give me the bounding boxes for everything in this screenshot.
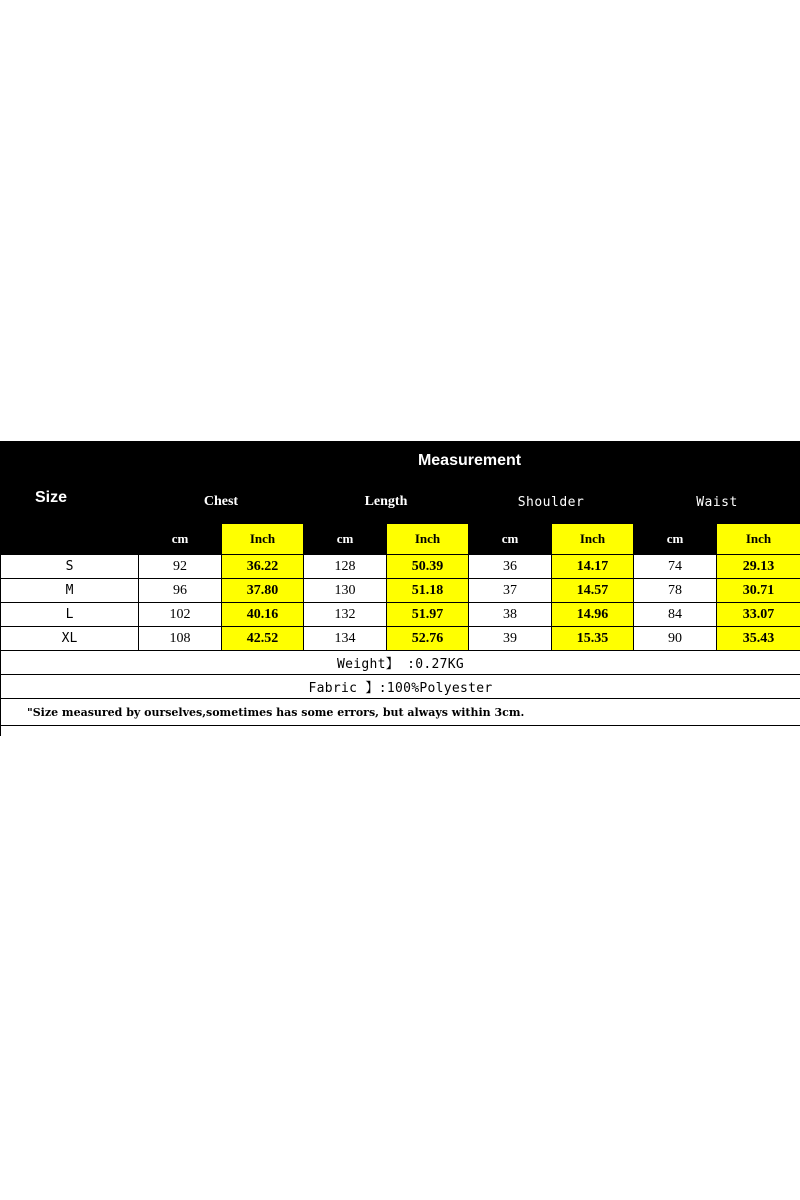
chest-inch-value: 37.80 — [222, 579, 304, 603]
length-header: Length — [304, 481, 469, 524]
table-row — [1, 579, 800, 603]
size-label: XL — [1, 627, 139, 651]
length-cm-value: 130 — [304, 579, 387, 603]
size-label: S — [1, 555, 139, 579]
chest-cm-value: 96 — [139, 579, 222, 603]
unit-cm-length: cm — [304, 524, 387, 555]
unit-cm-waist: cm — [634, 524, 717, 555]
waist-inch-value: 35.43 — [717, 627, 800, 651]
length-inch-value: 51.18 — [387, 579, 469, 603]
unit-inch-shoulder: Inch — [552, 524, 634, 555]
shoulder-inch-value: 15.35 — [552, 627, 634, 651]
table-row — [1, 627, 800, 651]
waist-header: Waist — [634, 481, 800, 524]
length-inch-value: 51.97 — [387, 603, 469, 627]
shoulder-cm-value: 38 — [469, 603, 552, 627]
shoulder-header: Shoulder — [469, 481, 634, 524]
chest-cm-value: 108 — [139, 627, 222, 651]
length-cm-value: 134 — [304, 627, 387, 651]
table-row — [1, 603, 800, 627]
waist-cm-value: 74 — [634, 555, 717, 579]
measurement-note: "Size measured by ourselves,sometimes has some errors, but always within 3cm. — [1, 699, 800, 726]
unit-cm-shoulder: cm — [469, 524, 552, 555]
size-label: L — [1, 603, 139, 627]
size-label: M — [1, 579, 139, 603]
unit-inch-waist: Inch — [717, 524, 800, 555]
unit-inch-length: Inch — [387, 524, 469, 555]
waist-inch-value: 30.71 — [717, 579, 800, 603]
unit-cm-chest: cm — [139, 524, 222, 555]
length-inch-value: 52.76 — [387, 627, 469, 651]
length-cm-value: 132 — [304, 603, 387, 627]
waist-cm-value: 78 — [634, 579, 717, 603]
length-inch-value: 50.39 — [387, 555, 469, 579]
chest-inch-value: 36.22 — [222, 555, 304, 579]
chest-cm-value: 102 — [139, 603, 222, 627]
chest-header: Chest — [139, 481, 304, 524]
chest-inch-value: 40.16 — [222, 603, 304, 627]
table-bottom-strip — [1, 726, 800, 737]
waist-inch-value: 33.07 — [717, 603, 800, 627]
length-cm-value: 128 — [304, 555, 387, 579]
shoulder-cm-value: 39 — [469, 627, 552, 651]
fabric-info: Fabric 】:100%Polyester — [1, 675, 800, 699]
shoulder-inch-value: 14.57 — [552, 579, 634, 603]
chest-inch-value: 42.52 — [222, 627, 304, 651]
shoulder-inch-value: 14.17 — [552, 555, 634, 579]
table-row — [1, 555, 800, 579]
shoulder-inch-value: 14.96 — [552, 603, 634, 627]
waist-cm-value: 84 — [634, 603, 717, 627]
shoulder-cm-value: 36 — [469, 555, 552, 579]
waist-inch-value: 29.13 — [717, 555, 800, 579]
weight-info: Weight】 :0.27KG — [1, 651, 800, 675]
size-column-header: Size — [1, 442, 139, 555]
size-chart-table — [0, 441, 800, 736]
waist-cm-value: 90 — [634, 627, 717, 651]
measurement-header: Measurement — [139, 442, 800, 481]
chest-cm-value: 92 — [139, 555, 222, 579]
unit-inch-chest: Inch — [222, 524, 304, 555]
shoulder-cm-value: 37 — [469, 579, 552, 603]
